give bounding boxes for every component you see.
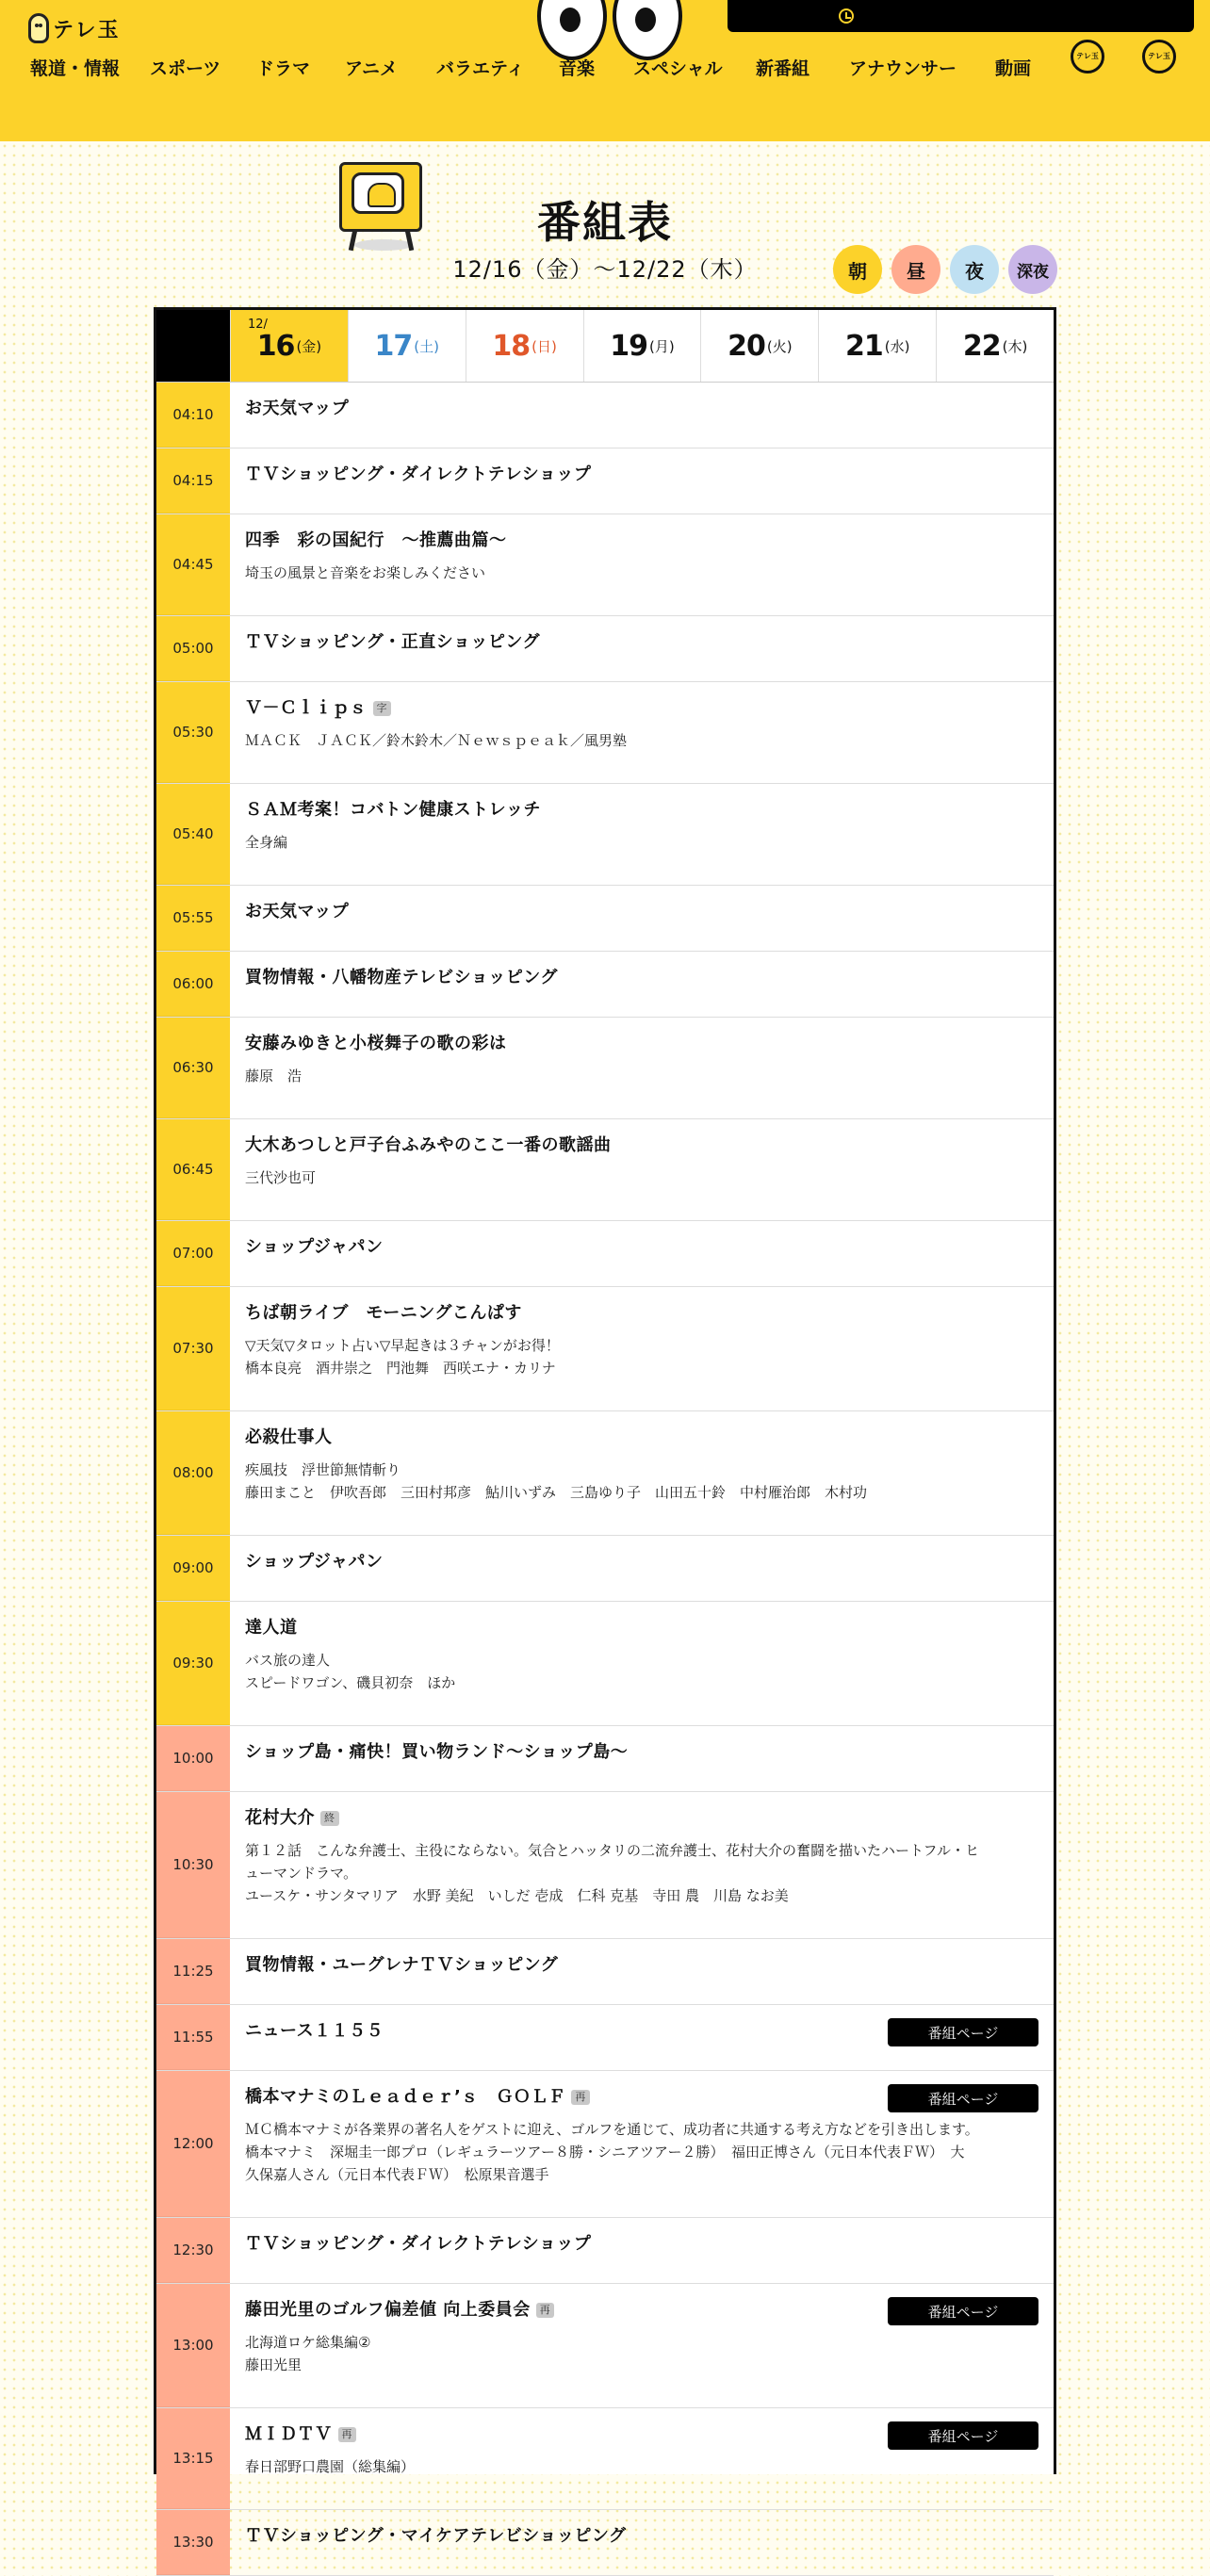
program-title-line — [245, 1236, 1038, 1259]
program-info — [230, 1018, 1054, 1118]
program-title[interactable]: ショップジャパン — [245, 1552, 384, 1572]
program-schedule — [154, 307, 1056, 2551]
program-time: 04:10 — [156, 383, 230, 448]
program-title-line — [245, 799, 1038, 822]
time-of-day-button[interactable]: 深夜 — [1008, 245, 1057, 294]
program-description-line: ▽天気▽タロット占い▽早起きは３チャンがお得！ — [245, 1337, 560, 1354]
program-description-line: 三代沙也可 — [245, 1169, 317, 1186]
program-info — [230, 886, 1054, 951]
program-description — [245, 1839, 1038, 1907]
program-row[interactable] — [156, 1119, 1054, 1221]
program-row[interactable] — [156, 1221, 1054, 1287]
program-title[interactable]: ＭＩＤＴＶ — [245, 2424, 333, 2444]
program-description-line: 藤田光里 — [245, 2356, 302, 2373]
program-title[interactable]: ＴＶショッピング・ダイレクトテレショップ — [245, 465, 592, 484]
program-row[interactable] — [156, 1536, 1054, 1602]
program-title[interactable]: 大木あつしと戸子台ふみやのここ一番の歌謡曲 — [245, 1135, 612, 1155]
nav-special[interactable]: スペシャル — [633, 58, 723, 79]
program-info — [230, 514, 1054, 615]
program-info — [230, 2218, 1054, 2283]
program-description — [245, 1649, 1038, 1694]
program-info — [230, 2510, 1054, 2575]
program-title-line — [245, 901, 1038, 923]
day-number: 18 — [492, 329, 531, 363]
nav-sports[interactable]: スポーツ — [150, 58, 221, 79]
program-description-line: 藤田まこと 伊吹吾郎 三田村邦彦 鮎川いずみ 三島ゆり子 山田五十鈴 中村雁治郎 木村功 — [245, 1484, 868, 1501]
program-info — [230, 1411, 1054, 1535]
program-info — [230, 1602, 1054, 1725]
day-tab[interactable] — [466, 310, 583, 382]
program-page-button[interactable]: 番組ページ — [888, 2297, 1038, 2325]
program-info — [230, 2005, 1054, 2070]
program-row[interactable] — [156, 952, 1054, 1018]
program-title-line — [245, 631, 1038, 654]
header-topbar — [728, 0, 1194, 32]
program-page-button[interactable]: 番組ページ — [888, 2018, 1038, 2046]
site-logo[interactable] — [28, 13, 121, 43]
program-info — [230, 1119, 1054, 1220]
program-time: 13:00 — [156, 2284, 230, 2407]
program-title[interactable]: 藤田光里のゴルフ偏差値 向上委員会 — [245, 2300, 531, 2320]
program-page-button[interactable]: 番組ページ — [888, 2421, 1038, 2450]
program-flag-badge: 字 — [373, 701, 392, 716]
program-description-line: 埼玉の風景と音楽をお楽しみください — [245, 564, 486, 581]
program-time: 09:30 — [156, 1602, 230, 1725]
program-title[interactable]: ＴＶショッピング・マイケアテレビショッピング — [245, 2526, 627, 2546]
program-row[interactable] — [156, 383, 1054, 448]
program-title[interactable]: ＴＶショッピング・正直ショッピング — [245, 632, 541, 652]
program-time: 05:55 — [156, 886, 230, 951]
program-description — [245, 1334, 1038, 1379]
program-time: 09:00 — [156, 1536, 230, 1601]
program-row[interactable] — [156, 1602, 1054, 1726]
program-title-line — [245, 398, 1038, 420]
program-description-line: 久保嘉人さん（元日本代表ＦＷ） 松原果音選手 — [245, 2166, 549, 2183]
program-time: 07:00 — [156, 1221, 230, 1286]
day-weekday: (木) — [1002, 337, 1028, 355]
program-info — [230, 1536, 1054, 1601]
time-of-day-button[interactable]: 夜 — [950, 245, 999, 294]
program-title-line — [245, 697, 1038, 720]
program-description-line: ューマンドラマ。 — [245, 1865, 358, 1882]
program-info — [230, 1221, 1054, 1286]
program-description-line: バス旅の達人 — [245, 1652, 331, 1669]
day-weekday: (土) — [414, 337, 440, 355]
nav-news[interactable]: 報道・情報 — [30, 58, 121, 79]
program-title[interactable]: 買物情報・八幡物産テレビショッピング — [245, 968, 558, 987]
day-number: 22 — [962, 329, 1001, 363]
program-info — [230, 952, 1054, 1017]
program-time: 12:00 — [156, 2071, 230, 2217]
program-title[interactable]: ショップ島・痛快！買い物ランド～ショップ島～ — [245, 1742, 629, 1762]
program-info — [230, 784, 1054, 885]
program-row[interactable] — [156, 1018, 1054, 1119]
program-description — [245, 2455, 1038, 2478]
program-row[interactable] — [156, 2218, 1054, 2284]
program-title[interactable]: ＳＡＭ考案！コバトン健康ストレッチ — [245, 800, 541, 820]
program-title-line — [245, 1617, 1038, 1639]
day-tab[interactable] — [230, 310, 348, 382]
program-flag-badge: 終 — [320, 1811, 339, 1826]
program-title-line — [245, 464, 1038, 486]
program-time: 05:00 — [156, 616, 230, 681]
program-row[interactable] — [156, 1792, 1054, 1939]
program-title[interactable]: 必殺仕事人 — [245, 1427, 333, 1447]
program-title-line — [245, 1302, 1038, 1325]
time-of-day-button[interactable]: 朝 — [833, 245, 882, 294]
program-time: 06:30 — [156, 1018, 230, 1118]
program-list — [156, 383, 1054, 2576]
program-description — [245, 2331, 1038, 2376]
day-number: 20 — [728, 329, 765, 363]
program-description — [245, 1166, 1038, 1189]
day-weekday: (水) — [884, 337, 910, 355]
program-time: 10:30 — [156, 1792, 230, 1938]
program-info — [230, 1939, 1054, 2004]
topbar-clock-item[interactable] — [839, 8, 861, 24]
program-info — [230, 383, 1054, 448]
program-time: 12:30 — [156, 2218, 230, 2283]
program-info — [230, 448, 1054, 514]
day-weekday: (火) — [766, 337, 793, 355]
program-title[interactable]: 買物情報・ユーグレナＴＶショッピング — [245, 1955, 559, 1975]
program-time: 07:30 — [156, 1287, 230, 1410]
day-number: 19 — [610, 329, 648, 363]
program-row[interactable] — [156, 1726, 1054, 1792]
nav-new-programs[interactable]: 新番組 — [756, 58, 810, 79]
program-title-line — [245, 1134, 1038, 1157]
day-number: 16 — [256, 329, 295, 363]
day-weekday: (日) — [531, 337, 557, 355]
program-time: 13:15 — [156, 2408, 230, 2509]
program-title[interactable]: 安藤みゆきと小桜舞子の歌の彩は — [245, 1034, 507, 1053]
program-description-line: スピードワゴン、磯貝初奈 ほか — [245, 1674, 456, 1691]
clock-icon — [839, 8, 854, 24]
program-description-line: 橋本良亮 酒井崇之 門池舞 西咲エナ・カリナ — [245, 1360, 556, 1377]
program-info — [230, 1792, 1054, 1938]
day-number: 17 — [374, 329, 413, 363]
program-time: 06:00 — [156, 952, 230, 1017]
program-info — [230, 616, 1054, 681]
program-title-line — [245, 530, 1038, 552]
program-row[interactable] — [156, 2510, 1054, 2576]
program-title[interactable]: お天気マップ — [245, 902, 350, 921]
header-zigzag-edge — [0, 132, 1210, 143]
program-title[interactable]: 橋本マナミのＬｅａｄｅｒ’ｓ ＧＯＬＦ — [245, 2087, 566, 2107]
program-row[interactable] — [156, 1939, 1054, 2005]
program-title[interactable]: 四季 彩の国紀行 ～推薦曲篇～ — [245, 530, 507, 550]
program-description-line: 橋本マナミ 深堀圭一郎プロ（レギュラーツアー８勝・シニアツアー２勝） 福田正博さん（元日本代表ＦＷ） 大 — [245, 2144, 965, 2160]
day-tab[interactable] — [348, 310, 466, 382]
site-header — [0, 0, 1210, 141]
nav-drama[interactable]: ドラマ — [256, 58, 311, 79]
program-title[interactable]: Ｖ－Ｃｌｉｐｓ — [245, 698, 368, 718]
program-description-line: ＭＡＣＫ ＪＡＣＫ／鈴木鈴木／Ｎｅｗｓｐｅａｋ／風男塾 — [245, 732, 628, 749]
program-title-line — [245, 2525, 1038, 2548]
program-title[interactable]: ニュース１１５５ — [245, 2021, 384, 2041]
program-page-button[interactable]: 番組ページ — [888, 2084, 1038, 2112]
program-title-line — [245, 967, 1038, 989]
program-description — [245, 831, 1038, 854]
program-row[interactable] — [156, 886, 1054, 952]
program-row[interactable] — [156, 784, 1054, 886]
program-info — [230, 1726, 1054, 1791]
program-description-line: 藤原 浩 — [245, 1068, 302, 1084]
day-tab[interactable] — [818, 310, 936, 382]
program-row[interactable] — [156, 616, 1054, 682]
day-month: 12/ — [248, 318, 268, 332]
program-description-line: 春日部野口農園（総集編） — [245, 2458, 416, 2475]
program-flag-badge: 再 — [536, 2303, 555, 2318]
program-time: 08:00 — [156, 1411, 230, 1535]
program-row[interactable] — [156, 2408, 1054, 2510]
program-info — [230, 1287, 1054, 1410]
program-title[interactable]: ショップジャパン — [245, 1237, 384, 1257]
program-title-line — [245, 1551, 1038, 1573]
teletama-badge-icon[interactable]: テレ玉 — [1071, 40, 1104, 73]
nav-variety[interactable]: バラエティ — [436, 58, 525, 79]
program-time: 10:00 — [156, 1726, 230, 1791]
program-description — [245, 729, 1038, 752]
program-description — [245, 2118, 1038, 2186]
program-info — [230, 682, 1054, 783]
program-info — [230, 2408, 1054, 2509]
days-corner — [156, 310, 230, 382]
program-title[interactable]: ＴＶショッピング・ダイレクトテレショップ — [245, 2234, 592, 2254]
program-title[interactable]: 花村大介 — [245, 1808, 315, 1828]
program-description-line: 第１２話 こんな弁護士、主役にならない。気合とハッタリの二流弁護士、花村大介の奮闘を描いたハートフル・ヒ — [245, 1842, 979, 1859]
program-row[interactable] — [156, 682, 1054, 784]
program-time: 13:30 — [156, 2510, 230, 2575]
program-row[interactable] — [156, 2071, 1054, 2218]
program-description-line: 疾風技 浮世節無情斬り — [245, 1461, 401, 1478]
nav-videos[interactable]: 動画 — [995, 58, 1032, 79]
nav-music[interactable]: 音楽 — [559, 58, 596, 79]
program-title-line — [245, 1741, 1038, 1764]
program-time: 11:55 — [156, 2005, 230, 2070]
program-flag-badge: 再 — [338, 2427, 357, 2442]
day-tab[interactable] — [936, 310, 1054, 382]
program-title[interactable]: ちば朝ライブ モーニングこんぱす — [245, 1303, 522, 1323]
program-description-line: 北海道ロケ総集編② — [245, 2334, 371, 2351]
program-title[interactable]: お天気マップ — [245, 399, 350, 418]
nav-anime[interactable]: アニメ — [345, 58, 399, 79]
day-weekday: (金) — [296, 337, 322, 355]
program-row[interactable] — [156, 2005, 1054, 2071]
day-weekday: (月) — [649, 337, 675, 355]
program-title-line — [245, 1033, 1038, 1055]
program-time: 04:45 — [156, 514, 230, 615]
program-description-line: ユースケ・サンタマリア 水野 美紀 いしだ 壱成 仁科 克基 寺田 農 川島 なお美 — [245, 1887, 789, 1904]
logo-text: テレ玉 — [53, 18, 121, 42]
program-title-line — [245, 1954, 1038, 1977]
program-row[interactable] — [156, 1411, 1054, 1536]
program-title-line — [245, 1427, 1038, 1449]
program-row[interactable] — [156, 2284, 1054, 2408]
nav-announcers[interactable]: アナウンサー — [849, 58, 957, 79]
teletama-app-badge-icon[interactable]: テレ玉 — [1142, 40, 1176, 73]
program-time: 04:15 — [156, 448, 230, 514]
program-time: 05:30 — [156, 682, 230, 783]
program-title[interactable]: 達人道 — [245, 1618, 298, 1638]
program-description — [245, 562, 1038, 584]
program-description — [245, 1459, 1038, 1504]
program-time: 06:45 — [156, 1119, 230, 1220]
day-number: 21 — [844, 329, 883, 363]
program-row[interactable] — [156, 1287, 1054, 1411]
program-time: 05:40 — [156, 784, 230, 885]
main-nav — [0, 47, 1210, 85]
time-of-day-button[interactable]: 昼 — [891, 245, 940, 294]
program-row[interactable] — [156, 448, 1054, 514]
program-title-line — [245, 2233, 1038, 2256]
mascot-icon — [28, 13, 49, 43]
day-tab[interactable] — [583, 310, 701, 382]
program-info — [230, 2284, 1054, 2407]
program-flag-badge: 再 — [571, 2090, 590, 2105]
program-description-line: 全身編 — [245, 834, 288, 851]
program-title-line — [245, 1807, 1038, 1830]
page-title: 番組表 — [537, 197, 673, 248]
program-info — [230, 2071, 1054, 2217]
day-tabs — [156, 310, 1054, 383]
program-time: 11:25 — [156, 1939, 230, 2004]
date-range: 12/16（金）〜12/22（木） — [452, 256, 758, 283]
program-row[interactable] — [156, 514, 1054, 616]
program-description-line: ＭＣ橋本マナミが各業界の著名人をゲストに迎え、ゴルフを通じて、成功者に共通する考え方などを引き出します。 — [245, 2121, 979, 2138]
program-description — [245, 1065, 1038, 1087]
day-tab[interactable] — [700, 310, 818, 382]
